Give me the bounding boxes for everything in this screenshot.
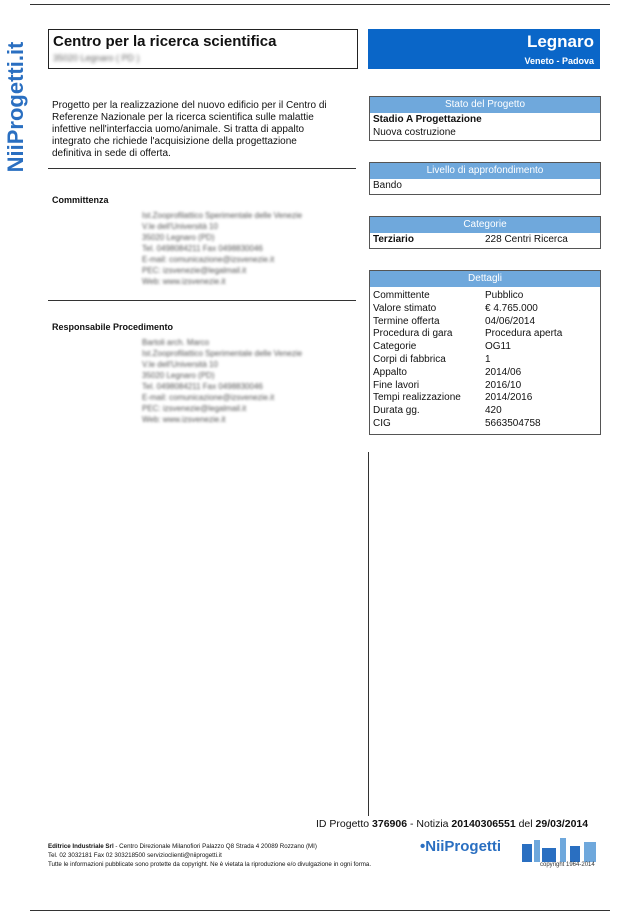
responsabile-details	[142, 337, 302, 425]
categorie-key: Terziario	[373, 234, 414, 245]
responsabile-line: V.le dell'Università 10	[142, 360, 218, 369]
project-id: 376906	[372, 818, 408, 830]
responsabile-line: Ist.Zooprofilattico Sperimentale delle Venezie	[142, 349, 303, 358]
committenza-line: Web: www.izsvenezie.it	[142, 277, 226, 286]
detail-value: 5663504758	[485, 417, 541, 429]
livello-panel	[369, 162, 601, 195]
detail-key: Corpi di fabbrica	[373, 353, 446, 365]
detail-row	[373, 418, 597, 431]
project-description: Progetto per la realizzazione del nuovo edificio per il Centro di Referenze Nazionale per la ricerca scientifica sulle malattie infettive nell'interfaccia uomo/animale. Si tratta di appalto integrato che richiede l'acquisizione della progettazione definitiva in sede di offerta.	[52, 100, 327, 159]
region-name: Veneto - Padova	[524, 56, 594, 66]
detail-row	[373, 290, 597, 303]
detail-value: 04/06/2014	[485, 315, 536, 327]
notizia-date: 29/03/2014	[535, 818, 589, 830]
detail-value: 2014/06	[485, 366, 522, 378]
committenza-line: PEC: izsvenezie@legalmail.it	[142, 266, 247, 275]
livello-header: Livello di approfondimento	[370, 163, 600, 179]
detail-key: Valore stimato	[373, 302, 437, 314]
categorie-value: 228 Centri Ricerca	[485, 234, 568, 245]
side-logo	[2, 22, 30, 192]
responsabile-line: 35020 Legnaro (PD)	[142, 371, 215, 380]
project-address: 35020 Legnaro ( PD )	[53, 53, 140, 63]
stato-panel	[369, 96, 601, 141]
detail-key: Appalto	[373, 366, 407, 378]
detail-key: Categorie	[373, 341, 417, 353]
footer-notice: Tutte le informazioni pubblicate sono protette da copyright. Ne è vietata la riproduzione e/o divulgazione in ogni forma.	[48, 861, 372, 868]
detail-row	[373, 392, 597, 405]
notizia-number: 20140306551	[451, 818, 516, 830]
committenza-line: Ist.Zooprofilattico Sperimentale delle Venezie	[142, 211, 303, 220]
dettagli-header: Dettagli	[370, 271, 600, 287]
detail-row	[373, 405, 597, 418]
bottom-rule	[30, 910, 610, 911]
detail-value: € 4.765.000	[485, 302, 538, 314]
committenza-details	[142, 210, 302, 287]
del-label: del	[515, 818, 536, 830]
detail-row	[373, 328, 597, 341]
footer-company: Editrice Industriale Srl	[48, 843, 114, 850]
footer-contacts: Tel. 02 3032181 Fax 02 303218500 servizioclienti@niiprogetti.it	[48, 852, 222, 859]
detail-key: Durata gg.	[373, 405, 420, 417]
divider	[48, 168, 356, 169]
detail-value: 1	[485, 353, 491, 365]
city-name: Legnaro	[526, 32, 594, 51]
detail-value: OG11	[485, 341, 511, 353]
vertical-divider	[368, 452, 369, 816]
categorie-panel	[369, 216, 601, 249]
detail-row	[373, 341, 597, 354]
detail-key: Committente	[373, 290, 430, 301]
buildings-icon	[520, 836, 600, 862]
detail-row	[373, 380, 597, 393]
top-rule	[30, 4, 610, 5]
responsabile-line: Tel. 0498084211 Fax 0498830046	[142, 382, 263, 391]
categorie-header: Categorie	[370, 217, 600, 233]
side-logo-text: NiiProgetti.it	[3, 41, 28, 173]
detail-key: Procedura di gara	[373, 328, 453, 340]
city-box	[368, 29, 600, 69]
project-id-line	[316, 818, 588, 830]
detail-row	[373, 367, 597, 380]
project-title: Centro per la ricerca scientifica	[53, 33, 277, 50]
id-prefix: ID Progetto	[316, 818, 373, 830]
footer-logo-text: •NiiProgetti	[420, 838, 502, 855]
detail-value: 2016/10	[485, 379, 522, 391]
project-title-box	[48, 29, 358, 69]
committenza-line: Tel. 0498084211 Fax 0498830046	[142, 244, 263, 253]
responsabile-line: E-mail: comunicazione@izsvenezie.it	[142, 393, 275, 402]
notizia-label: - Notizia	[407, 818, 452, 830]
detail-key: Fine lavori	[373, 379, 420, 391]
stato-type: Nuova costruzione	[373, 126, 456, 138]
responsabile-line: PEC: izsvenezie@legalmail.it	[142, 404, 247, 413]
detail-value: 2014/2016	[485, 392, 533, 404]
responsabile-label: Responsabile Procedimento	[52, 322, 174, 332]
divider	[48, 300, 356, 301]
detail-key: CIG	[373, 417, 391, 429]
stato-header: Stato del Progetto	[370, 97, 600, 113]
detail-row	[373, 354, 597, 367]
detail-row	[373, 303, 597, 316]
committenza-line: E-mail: comunicazione@izsvenezie.it	[142, 255, 275, 264]
detail-value: Procedura aperta	[485, 328, 563, 340]
copyright: copyright 1964-2014	[540, 862, 595, 868]
detail-value: Pubblico	[485, 290, 524, 301]
detail-key: Termine offerta	[373, 315, 440, 327]
detail-value: 420	[485, 405, 502, 417]
footer-info	[48, 842, 428, 869]
livello-value: Bando	[373, 180, 402, 191]
committenza-line: V.le dell'Università 10	[142, 222, 218, 231]
stato-stage: Stadio A Progettazione	[373, 114, 482, 125]
responsabile-line: Bartoli arch. Marco	[142, 338, 210, 347]
detail-key: Tempi realizzazione	[373, 392, 461, 404]
detail-row	[373, 316, 597, 329]
footer-address: - Centro Direzionale Milanofiori Palazzo Q8 Strada 4 20089 Rozzano (MI)	[113, 843, 317, 850]
committenza-label: Committenza	[52, 195, 109, 205]
committenza-line: 35020 Legnaro (PD)	[142, 233, 215, 242]
dettagli-panel	[369, 270, 601, 435]
responsabile-line: Web: www.izsvenezie.it	[142, 415, 226, 424]
